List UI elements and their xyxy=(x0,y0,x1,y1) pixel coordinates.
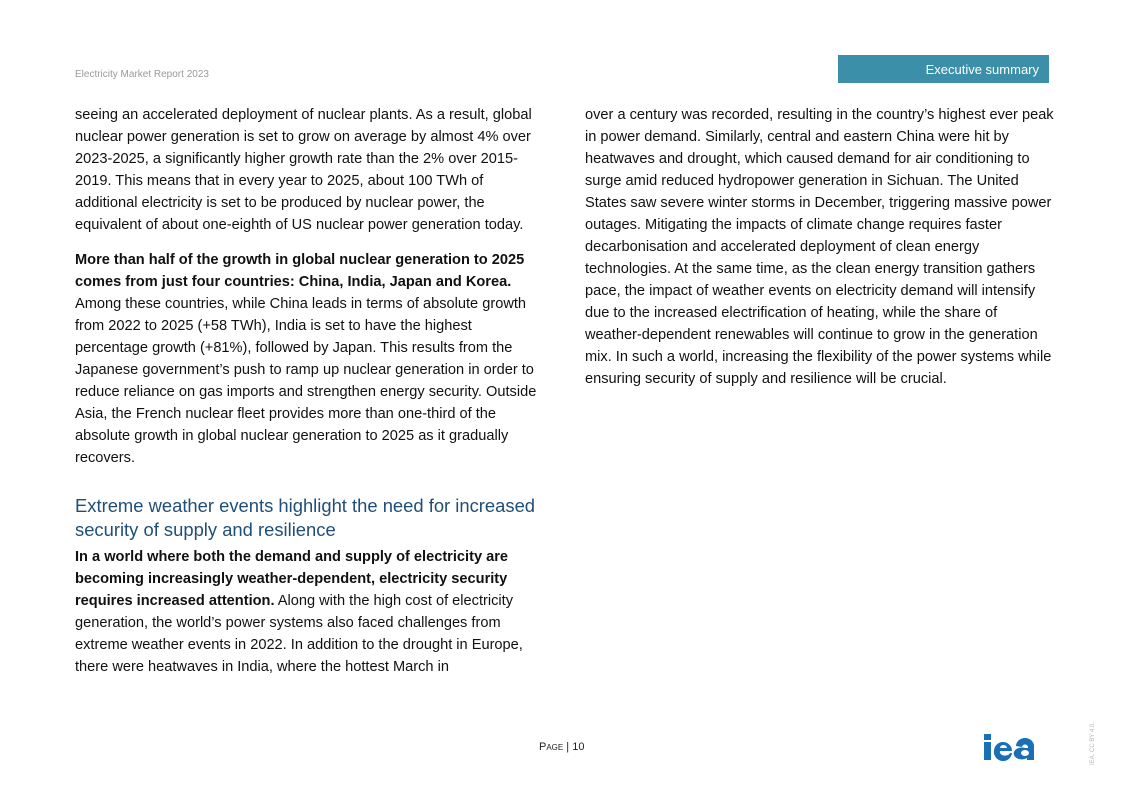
paragraph: over a century was recorded, resulting in the country’s highest ever peak in power demand. Similarly, central and eastern China were hit by heatwaves and drought, which caused demand for air conditioning to surge amid reduced hydropower generation in Sichuan. The United States saw severe winter storms in December, triggering massive power outages. Mitigating the impacts of climate change requires faster decarbonisation and accelerated deployment of clean energy technologies. At the same time, as the clean energy transition gathers pace, the impact of weather events on electricity demand will intensify due to the increased electrification of heating, while the share of weather-dependent renewables will continue to grow in the generation mix. In such a world, increasing the flexibility of the power systems while ensuring security of supply and resilience will be crucial. xyxy=(585,107,1054,387)
section-heading: Extreme weather events highlight the need for increased security of supply and resilience xyxy=(75,495,536,540)
page-number xyxy=(539,741,584,753)
right-column xyxy=(585,104,1055,390)
iea-logo xyxy=(982,732,1048,762)
page-number-value: 10 xyxy=(572,741,585,753)
paragraph-lead: More than half of the growth in global nuclear generation to 2025 comes from just four countries: China, India, Japan and Korea. xyxy=(75,252,525,290)
section-label-tab: Executive summary xyxy=(838,55,1049,83)
paragraph-body: Along with the high cost of electricity generation, the world’s power systems also faced challenges from extreme weather events in 2022. In addition to the drought in Europe, there were heatwaves in India, where the hottest March in xyxy=(75,593,523,675)
page-separator: | xyxy=(563,741,573,753)
paragraph-lead: In a world where both the demand and supply of electricity are becoming increasingly weather-dependent, electricity security requires increased attention. xyxy=(75,549,509,609)
left-column xyxy=(75,104,545,678)
report-title: Electricity Market Report 2023 xyxy=(75,69,209,80)
paragraph: seeing an accelerated deployment of nuclear plants. As a result, global nuclear power generation is set to grow on average by almost 4% over 2023-2025, a significantly higher growth rate than the 2% over 2015-2019. This means that in every year to 2025, about 100 TWh of additional electricity is set to be produced by nuclear power, the equivalent of about one-eighth of US nuclear power generation today. xyxy=(75,107,532,233)
paragraph xyxy=(75,546,545,678)
license-text: IEA. CC BY 4.0. xyxy=(1090,722,1096,765)
page-word: Page xyxy=(539,741,564,753)
paragraph xyxy=(75,249,545,469)
paragraph-body: Among these countries, while China leads in terms of absolute growth from 2022 to 2025 (+58 TWh), India is set to have the highest percentage growth (+81%), followed by Japan. This results from the Japanese government’s push to ramp up nuclear generation in order to reduce reliance on gas imports and strengthen energy security. Outside Asia, the French nuclear fleet provides more than one-third of the absolute growth in global nuclear generation to 2025 as it gradually recovers. xyxy=(75,296,537,466)
